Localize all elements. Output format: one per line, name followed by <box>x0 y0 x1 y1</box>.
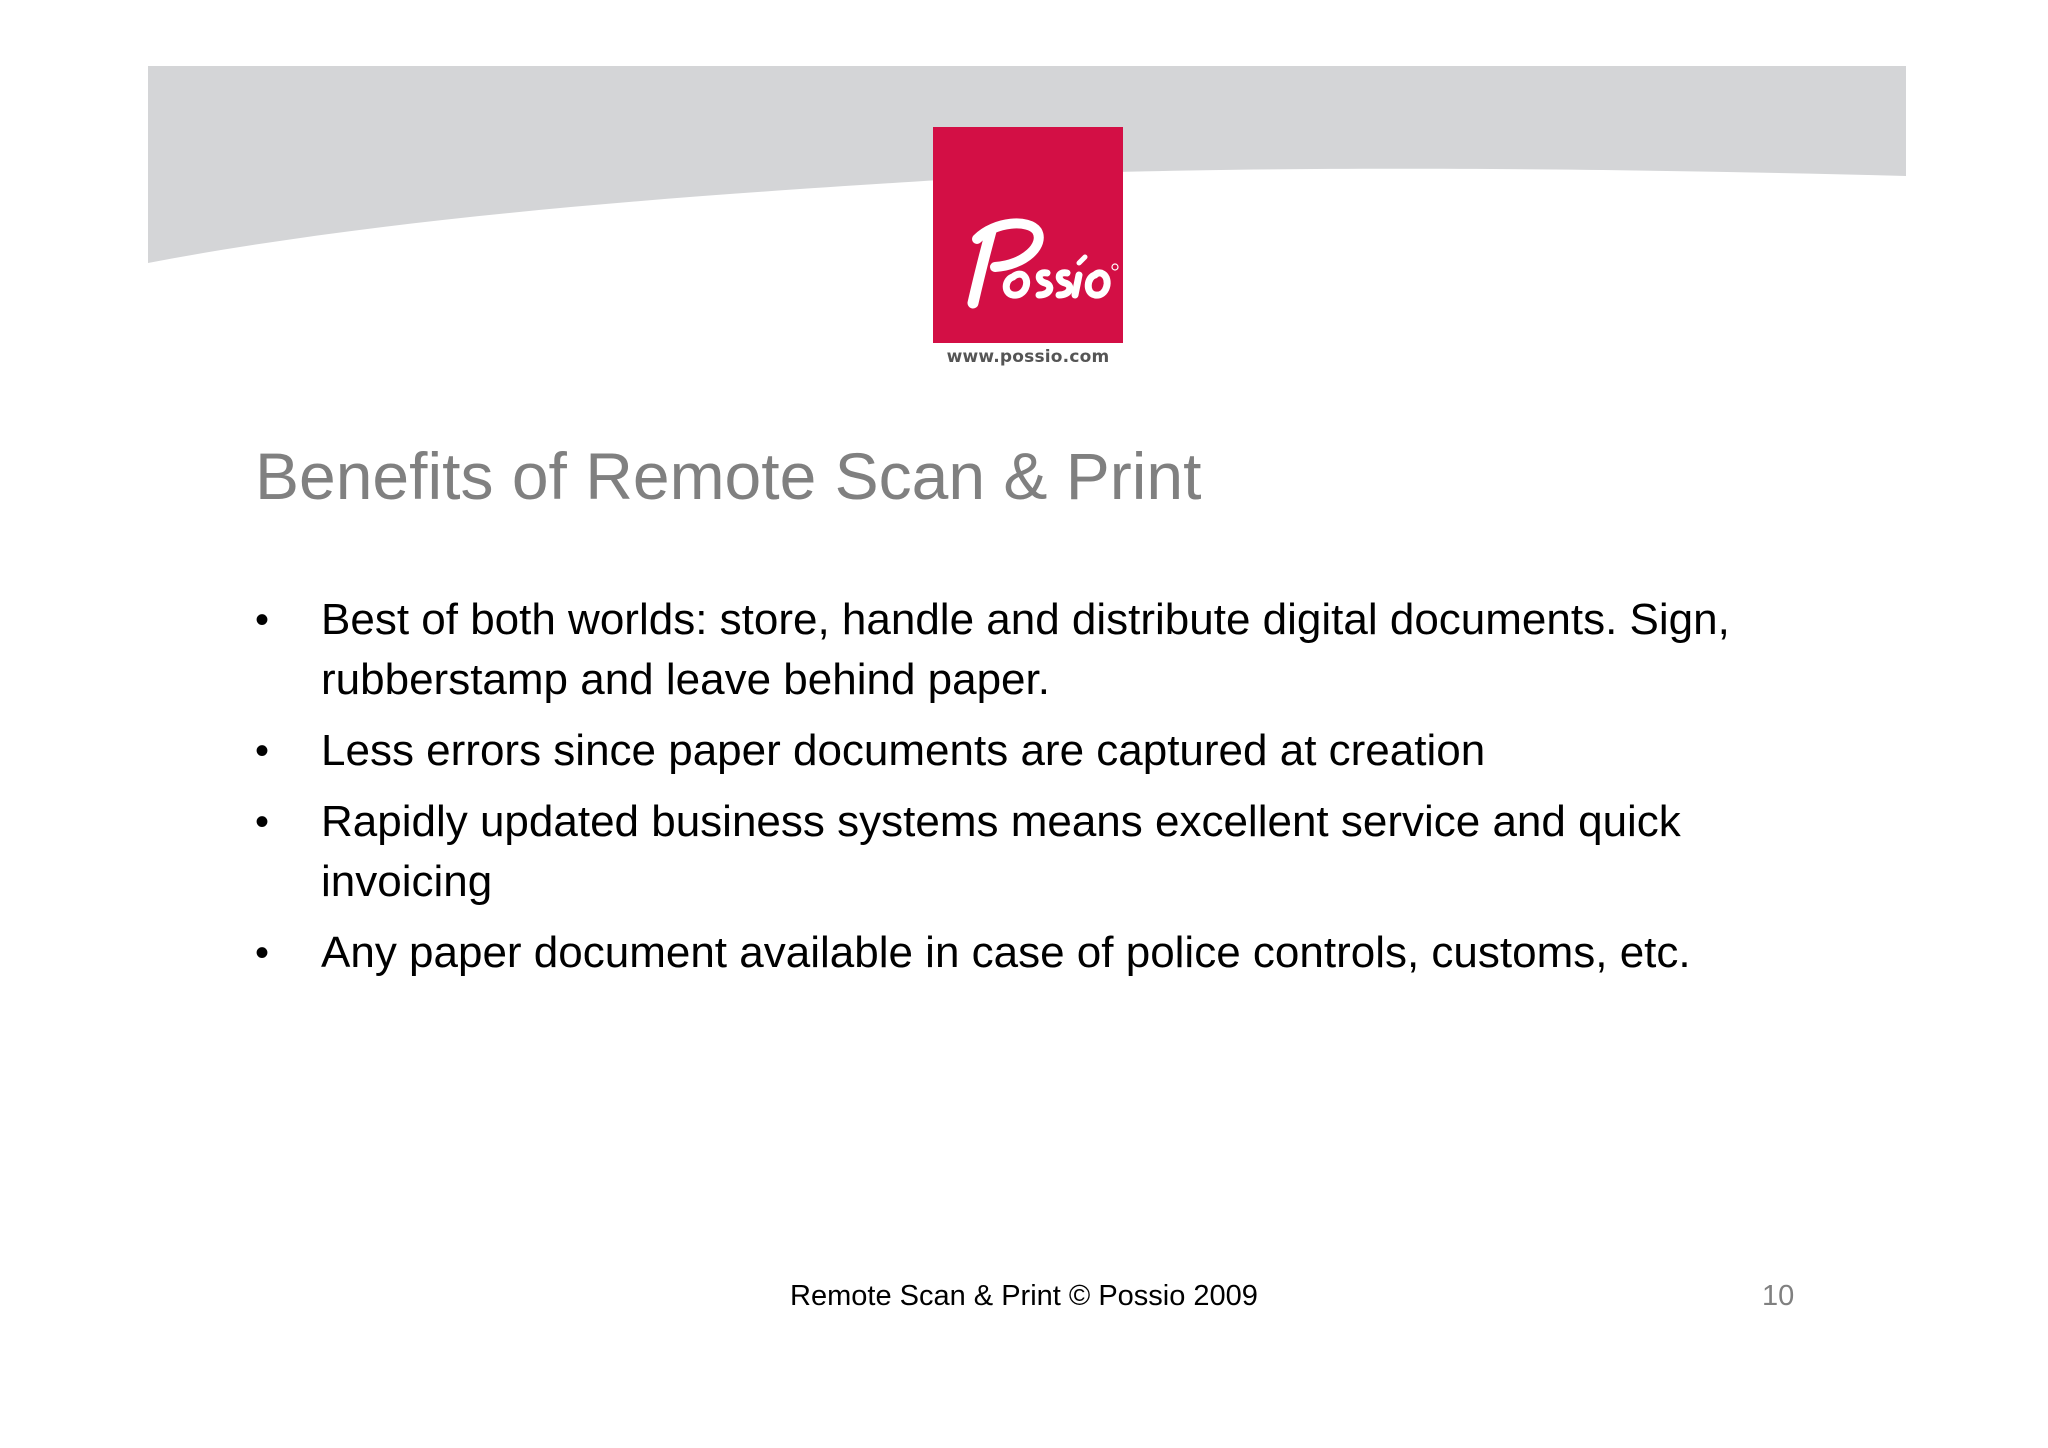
possio-logo <box>933 127 1123 367</box>
footer-text: Remote Scan & Print © Possio 2009 <box>790 1280 1258 1312</box>
logo-url: www.possio.com <box>946 347 1110 367</box>
bullet-item <box>255 923 1815 983</box>
bullet-marker: • <box>255 800 270 844</box>
bullet-text: Less errors since paper documents are captured at creation <box>321 726 1486 775</box>
page-number: 10 <box>1762 1280 1795 1312</box>
bullet-text: Best of both worlds: store, handle and distribute digital documents. Sign, rubberstamp and leave behind paper. <box>321 595 1730 704</box>
slide-title: Benefits of Remote Scan & Print <box>255 439 1202 513</box>
bullet-item <box>255 721 1815 781</box>
bullet-item <box>255 792 1815 912</box>
possio-wordmark-icon <box>933 127 1123 343</box>
bullet-text: Any paper document available in case of police controls, customs, etc. <box>321 928 1691 977</box>
bullet-marker: • <box>255 598 270 642</box>
bullet-marker: • <box>255 729 270 773</box>
logo-box <box>933 127 1123 343</box>
bullet-list <box>255 590 1815 994</box>
bullet-text: Rapidly updated business systems means excellent service and quick invoicing <box>321 797 1681 906</box>
bullet-item <box>255 590 1815 710</box>
bullet-marker: • <box>255 931 270 975</box>
